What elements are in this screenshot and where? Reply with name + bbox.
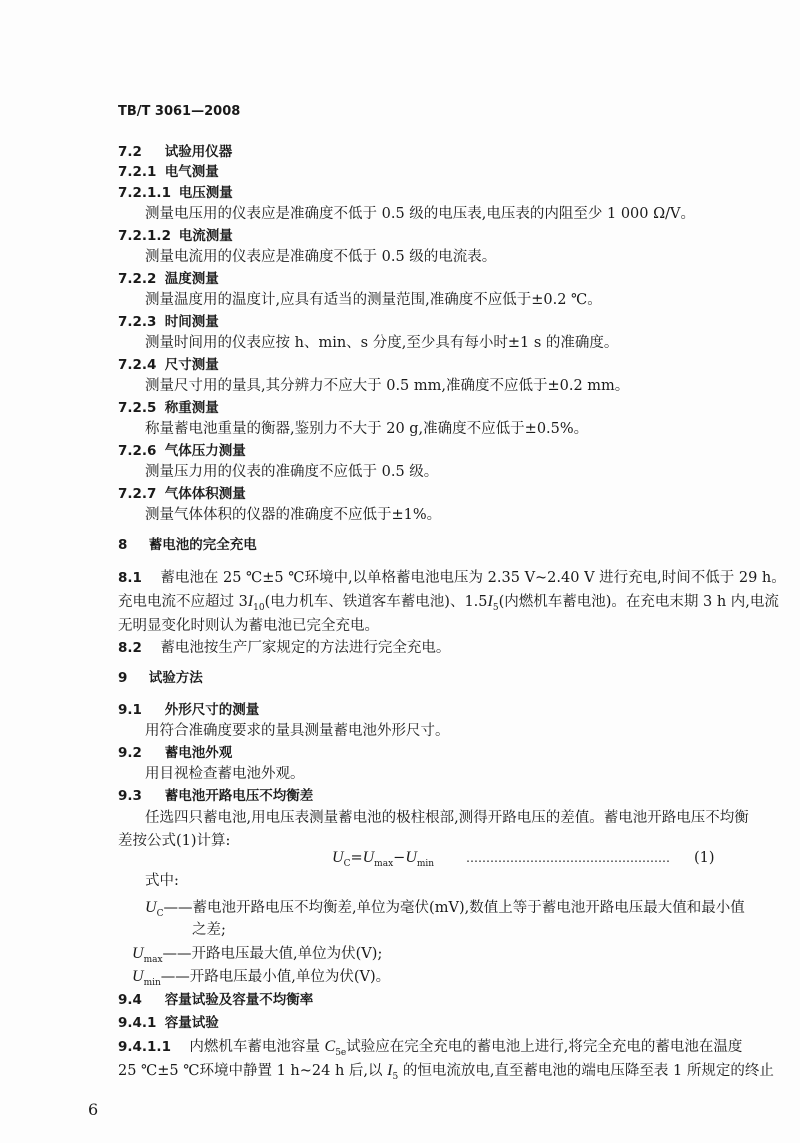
paragraph: 充电电流不应超过 $3I_{10}$(电力机车、铁道客车蓄电池)、$1.5I_5$(内燃机车蓄电池)。在充电末期 3 h 内,电流 [118, 593, 779, 613]
heading-7-2-3: 7.2.3 时间测量 [118, 314, 219, 330]
heading-7-2-1-1: 7.2.1.1 电压测量 [118, 185, 233, 201]
heading-7-2-1-2: 7.2.1.2 电流测量 [118, 228, 233, 244]
heading-7-2: 7.2 试验用仪器 [118, 144, 233, 160]
paragraph: 测量时间用的仪表应按 h、min、s 分度,至少具有每小时±1 s 的准确度。 [145, 335, 619, 351]
heading-7-2-6: 7.2.6 气体压力测量 [118, 443, 246, 459]
heading-7-2-7: 7.2.7 气体体积测量 [118, 486, 246, 502]
paragraph: 无明显变化时则认为蓄电池已完全充电。 [118, 618, 379, 634]
heading-7-2-5: 7.2.5 称重测量 [118, 400, 219, 416]
paragraph: 测量气体体积的仪器的准确度不应低于±1%。 [145, 507, 442, 523]
paragraph: 测量电流用的仪表应是准确度不低于 0.5 级的电流表。 [145, 249, 497, 265]
standard-header: TB/T 3061—2008 [118, 104, 241, 119]
heading-9-1: 9.1 外形尺寸的测量 [118, 702, 260, 718]
formula-number: (1) [694, 850, 715, 866]
definition-uc: $U_C——$蓄电池开路电压不均衡差,单位为毫伏(mV),数值上等于蓄电池开路电压最大值和最小值 [145, 899, 745, 919]
where-label: 式中: [145, 873, 179, 889]
paragraph-9-4-1-1: 9.4.1.1 内燃机车蓄电池容量 $C_{5e}$试验应在完全充电的蓄电池上进行,将完全充电的蓄电池在温度 [118, 1038, 743, 1058]
paragraph: 差按公式(1)计算: [118, 833, 231, 849]
heading-9: 9 试验方法 [118, 670, 203, 686]
paragraph: 测量温度用的温度计,应具有适当的测量范围,准确度不应低于±0.2 ℃。 [145, 292, 602, 308]
formula-leader-dots: …………………………………………… [466, 851, 670, 865]
heading-8: 8 蓄电池的完全充电 [118, 537, 257, 553]
paragraph: 用目视检查蓄电池外观。 [145, 766, 305, 782]
paragraph: 测量电压用的仪表应是准确度不低于 0.5 级的电压表,电压表的内阻至少 1 000 Ω/V。 [145, 206, 695, 222]
page-number: 6 [88, 1100, 99, 1119]
paragraph: 用符合准确度要求的量具测量蓄电池外形尺寸。 [145, 723, 450, 739]
definition-uc-cont: 之差; [192, 922, 226, 938]
paragraph-8-2: 8.2 蓄电池按生产厂家规定的方法进行完全充电。 [118, 640, 451, 656]
formula-1: $U_C=U_{max}-U_{min}$ [332, 849, 435, 869]
heading-9-4-1: 9.4.1 容量试验 [118, 1015, 219, 1031]
heading-9-3: 9.3 蓄电池开路电压不均衡差 [118, 788, 314, 804]
paragraph: 称量蓄电池重量的衡器,鉴别力不大于 20 g,准确度不应低于±0.5%。 [145, 421, 589, 437]
heading-7-2-4: 7.2.4 尺寸测量 [118, 357, 219, 373]
heading-9-2: 9.2 蓄电池外观 [118, 745, 233, 761]
paragraph: 测量尺寸用的量具,其分辨力不应大于 0.5 mm,准确度不应低于±0.2 mm。 [145, 378, 630, 394]
paragraph: 25 ℃±5 ℃环境中静置 1 h~24 h 后,以 $I_5$ 的恒电流放电,直至蓄电池的端电压降至表 1 所规定的终止 [118, 1062, 774, 1082]
paragraph: 测量压力用的仪表的准确度不应低于 0.5 级。 [145, 464, 439, 480]
heading-7-2-2: 7.2.2 温度测量 [118, 271, 219, 287]
heading-9-4: 9.4 容量试验及容量不均衡率 [118, 992, 314, 1008]
definition-umin: $U_{min}——$开路电压最小值,单位为伏(V)。 [132, 968, 391, 988]
paragraph: 任选四只蓄电池,用电压表测量蓄电池的极柱根部,测得开路电压的差值。蓄电池开路电压不均衡 [145, 810, 749, 826]
definition-umax: $U_{max}——$开路电压最大值,单位为伏(V); [132, 945, 383, 965]
heading-7-2-1: 7.2.1 电气测量 [118, 164, 219, 180]
paragraph-8-1: 8.1 蓄电池在 25 ℃±5 ℃环境中,以单格蓄电池电压为 2.35 V~2.40 V 进行充电,时间不低于 29 h。 [118, 570, 786, 586]
